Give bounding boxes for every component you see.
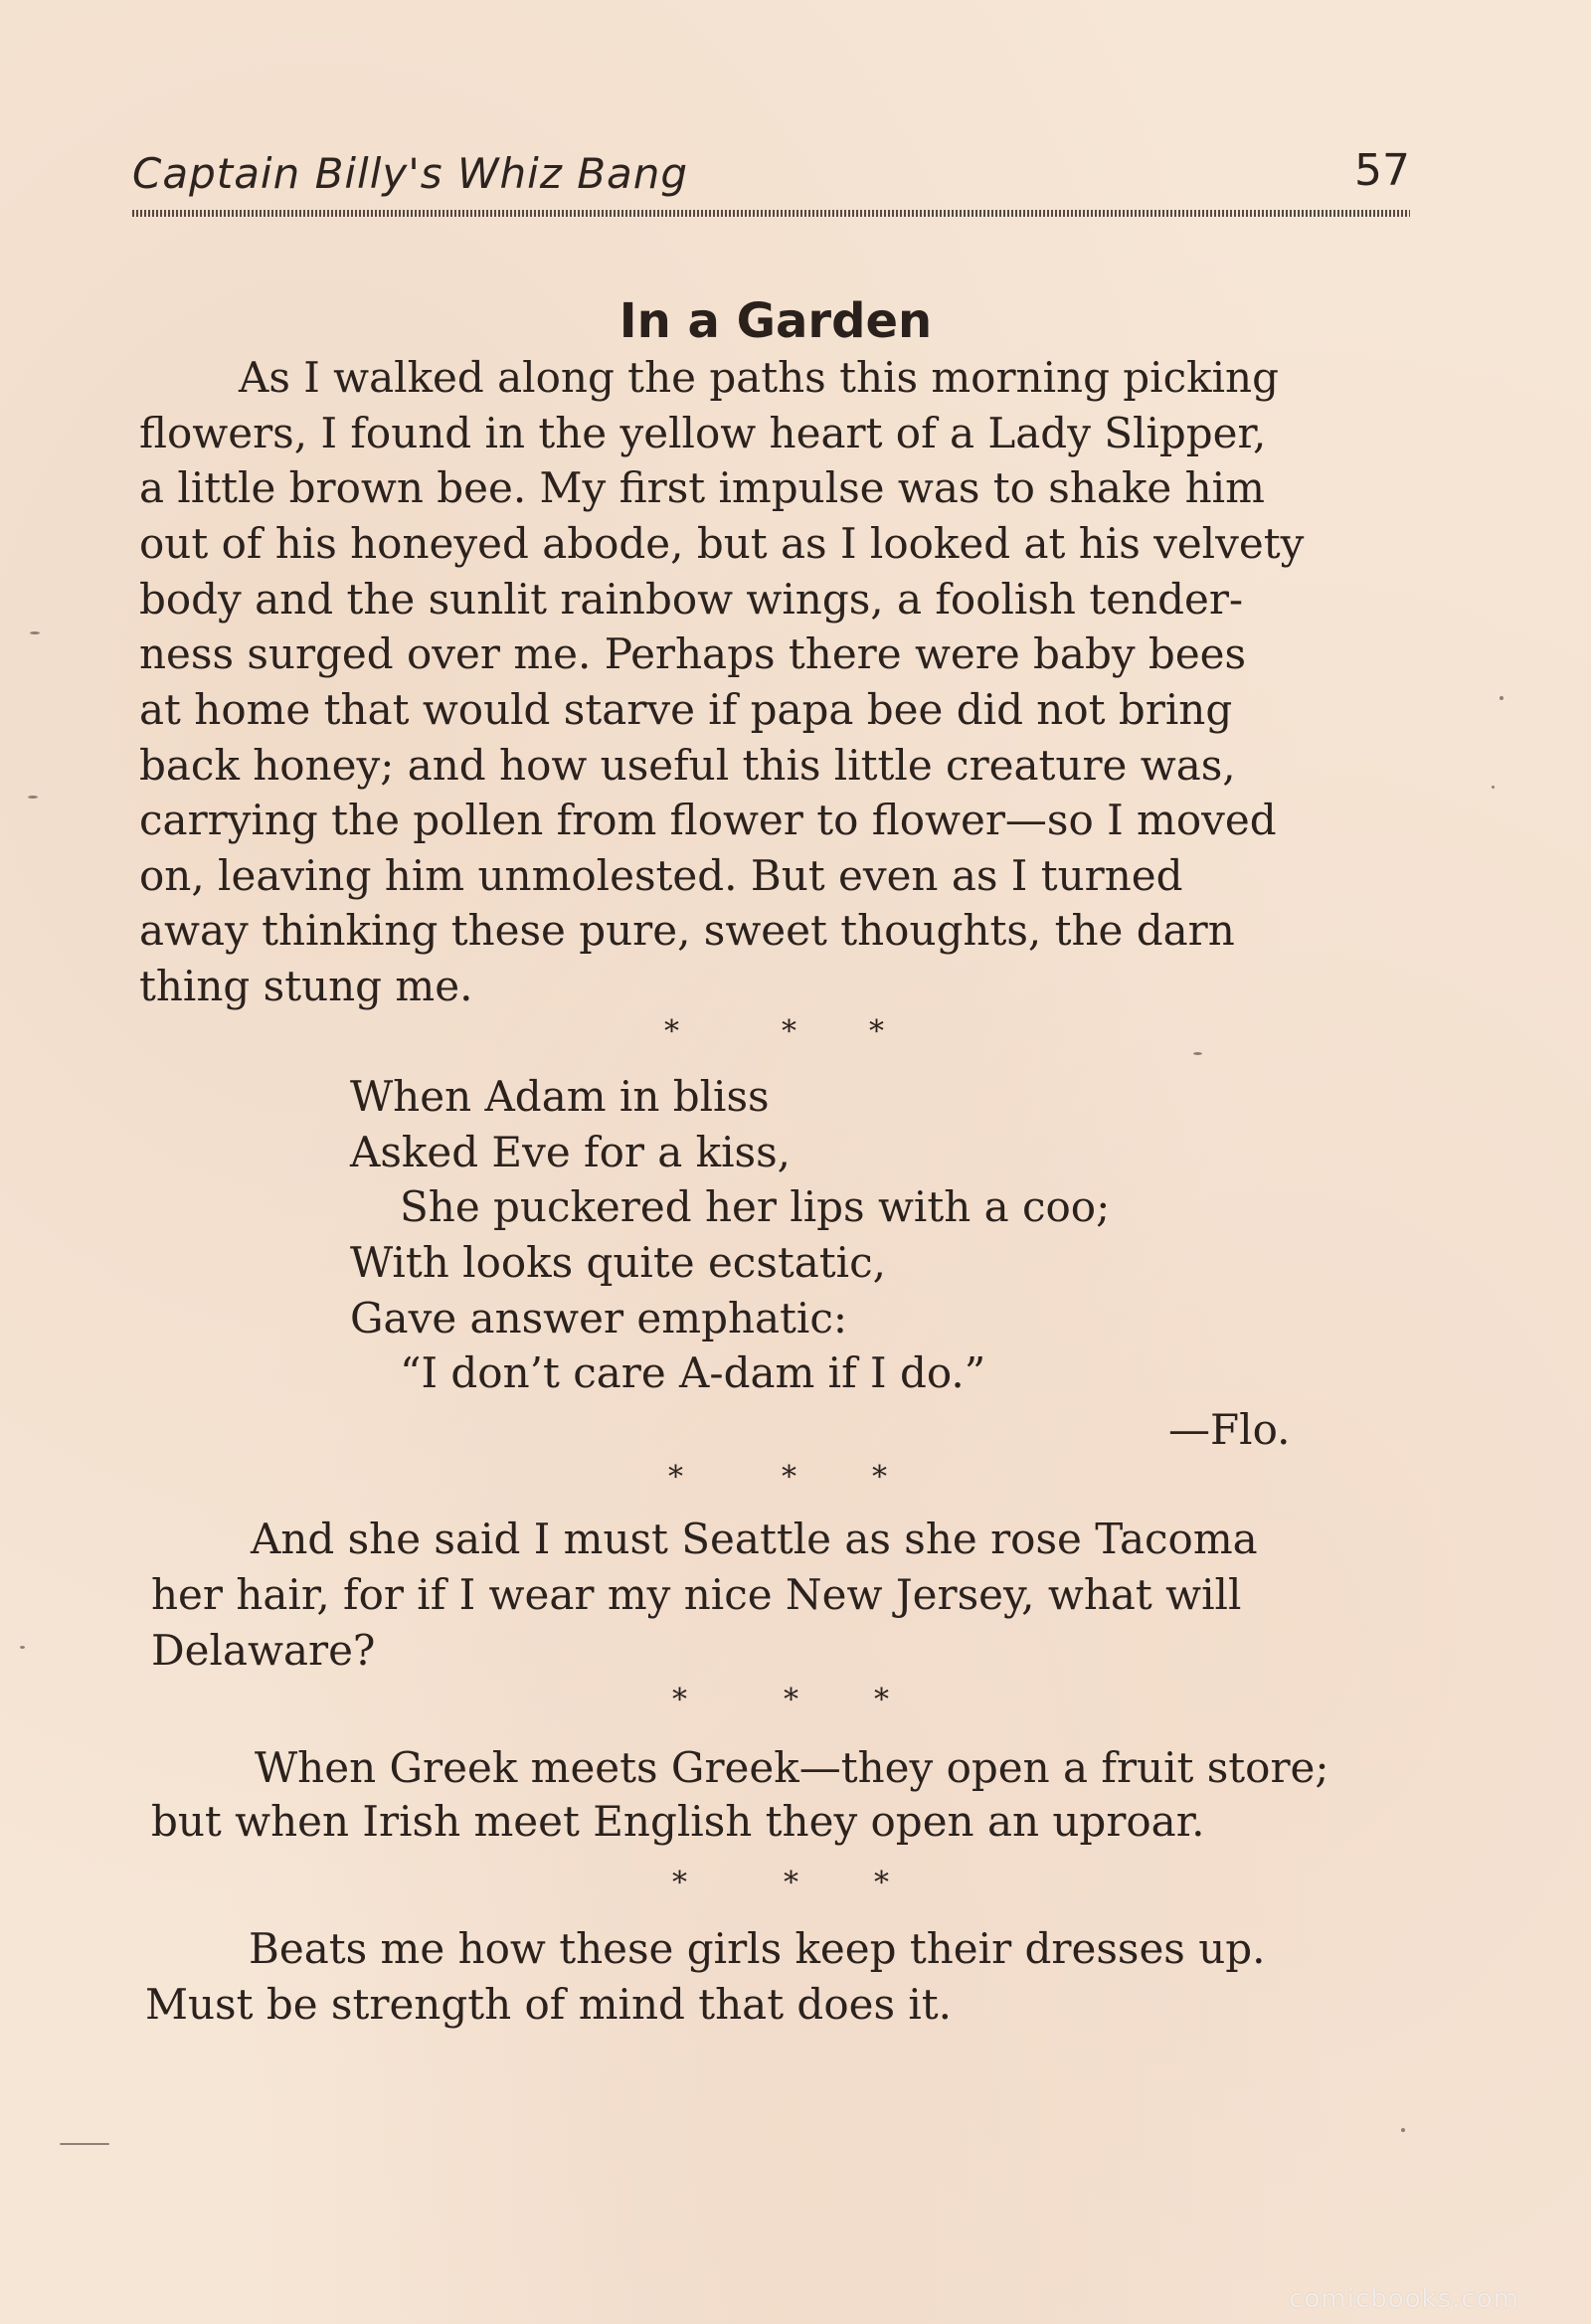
article-line: flowers, I found in the yellow heart of a Lady Slipper, bbox=[139, 409, 1267, 457]
paper-speck bbox=[28, 796, 38, 799]
paper-speck bbox=[1401, 2128, 1405, 2132]
separator-star: * bbox=[869, 1014, 884, 1049]
article-line: out of his honeyed abode, but as I looked at his velvety bbox=[139, 519, 1305, 568]
page-number: 57 bbox=[1354, 145, 1410, 196]
paper-speck bbox=[20, 1646, 25, 1649]
article-line: ness surged over me. Perhaps there were baby bees bbox=[139, 629, 1247, 678]
paper-speck bbox=[1492, 786, 1495, 789]
section-separator bbox=[0, 1866, 1591, 1901]
joke-line: Beats me how these girls keep their dresses up. bbox=[249, 1924, 1266, 1973]
article-line: thing stung me. bbox=[139, 962, 473, 1010]
article-line: a little brown bee. My first impulse was to shake him bbox=[139, 463, 1265, 512]
separator-star: * bbox=[782, 1014, 796, 1049]
paper-speck bbox=[1500, 696, 1503, 700]
poem-line: “I don’t care A-dam if I do.” bbox=[400, 1348, 986, 1397]
poem-line: When Adam in bliss bbox=[350, 1072, 770, 1121]
poem-line: She puckered her lips with a coo; bbox=[400, 1182, 1111, 1231]
article-title: In a Garden bbox=[619, 293, 933, 349]
poem-attribution: —Flo. bbox=[1168, 1405, 1291, 1454]
joke-line: her hair, for if I wear my nice New Jersey, what will bbox=[151, 1570, 1242, 1619]
joke-line: Must be strength of mind that does it. bbox=[145, 1980, 953, 2029]
article-line: back honey; and how useful this little creature was, bbox=[139, 741, 1236, 790]
separator-star: * bbox=[782, 1460, 796, 1495]
joke-line: When Greek meets Greek—they open a fruit store; bbox=[255, 1743, 1329, 1792]
separator-star: * bbox=[672, 1683, 687, 1717]
separator-star: * bbox=[668, 1460, 683, 1495]
article-line: carrying the pollen from flower to flower—so I moved bbox=[139, 796, 1277, 844]
joke-line: Delaware? bbox=[151, 1626, 376, 1675]
section-separator bbox=[0, 1014, 1591, 1050]
separator-star: * bbox=[874, 1866, 889, 1900]
poem-line: Gave answer emphatic: bbox=[350, 1294, 848, 1342]
separator-star: * bbox=[784, 1683, 798, 1717]
separator-star: * bbox=[872, 1460, 887, 1495]
article-line: body and the sunlit rainbow wings, a foolish tender- bbox=[139, 575, 1244, 624]
watermark: comicbooks.com bbox=[1289, 2284, 1519, 2314]
separator-star: * bbox=[784, 1866, 798, 1900]
article-line: on, leaving him unmolested. But even as I turned bbox=[139, 851, 1183, 900]
joke-line: but when Irish meet English they open an uproar. bbox=[151, 1797, 1205, 1846]
article-line: away thinking these pure, sweet thoughts, the darn bbox=[139, 906, 1235, 955]
separator-star: * bbox=[664, 1014, 679, 1049]
joke-line: And she said I must Seattle as she rose Tacoma bbox=[251, 1515, 1258, 1563]
header-rule bbox=[132, 210, 1410, 217]
separator-star: * bbox=[874, 1683, 889, 1717]
article-line: As I walked along the paths this morning picking bbox=[239, 353, 1279, 402]
section-separator bbox=[0, 1460, 1591, 1496]
section-separator bbox=[0, 1683, 1591, 1718]
poem-line: With looks quite ecstatic, bbox=[350, 1238, 886, 1287]
separator-star: * bbox=[672, 1866, 687, 1900]
poem-line: Asked Eve for a kiss, bbox=[350, 1128, 792, 1176]
paper-speck bbox=[60, 2143, 109, 2145]
paper-speck bbox=[30, 631, 40, 634]
article-line: at home that would starve if papa bee did not bring bbox=[139, 685, 1233, 734]
running-header bbox=[132, 145, 1410, 209]
magazine-title: Captain Billy's Whiz Bang bbox=[132, 149, 689, 198]
paper-speck bbox=[1193, 1052, 1202, 1055]
